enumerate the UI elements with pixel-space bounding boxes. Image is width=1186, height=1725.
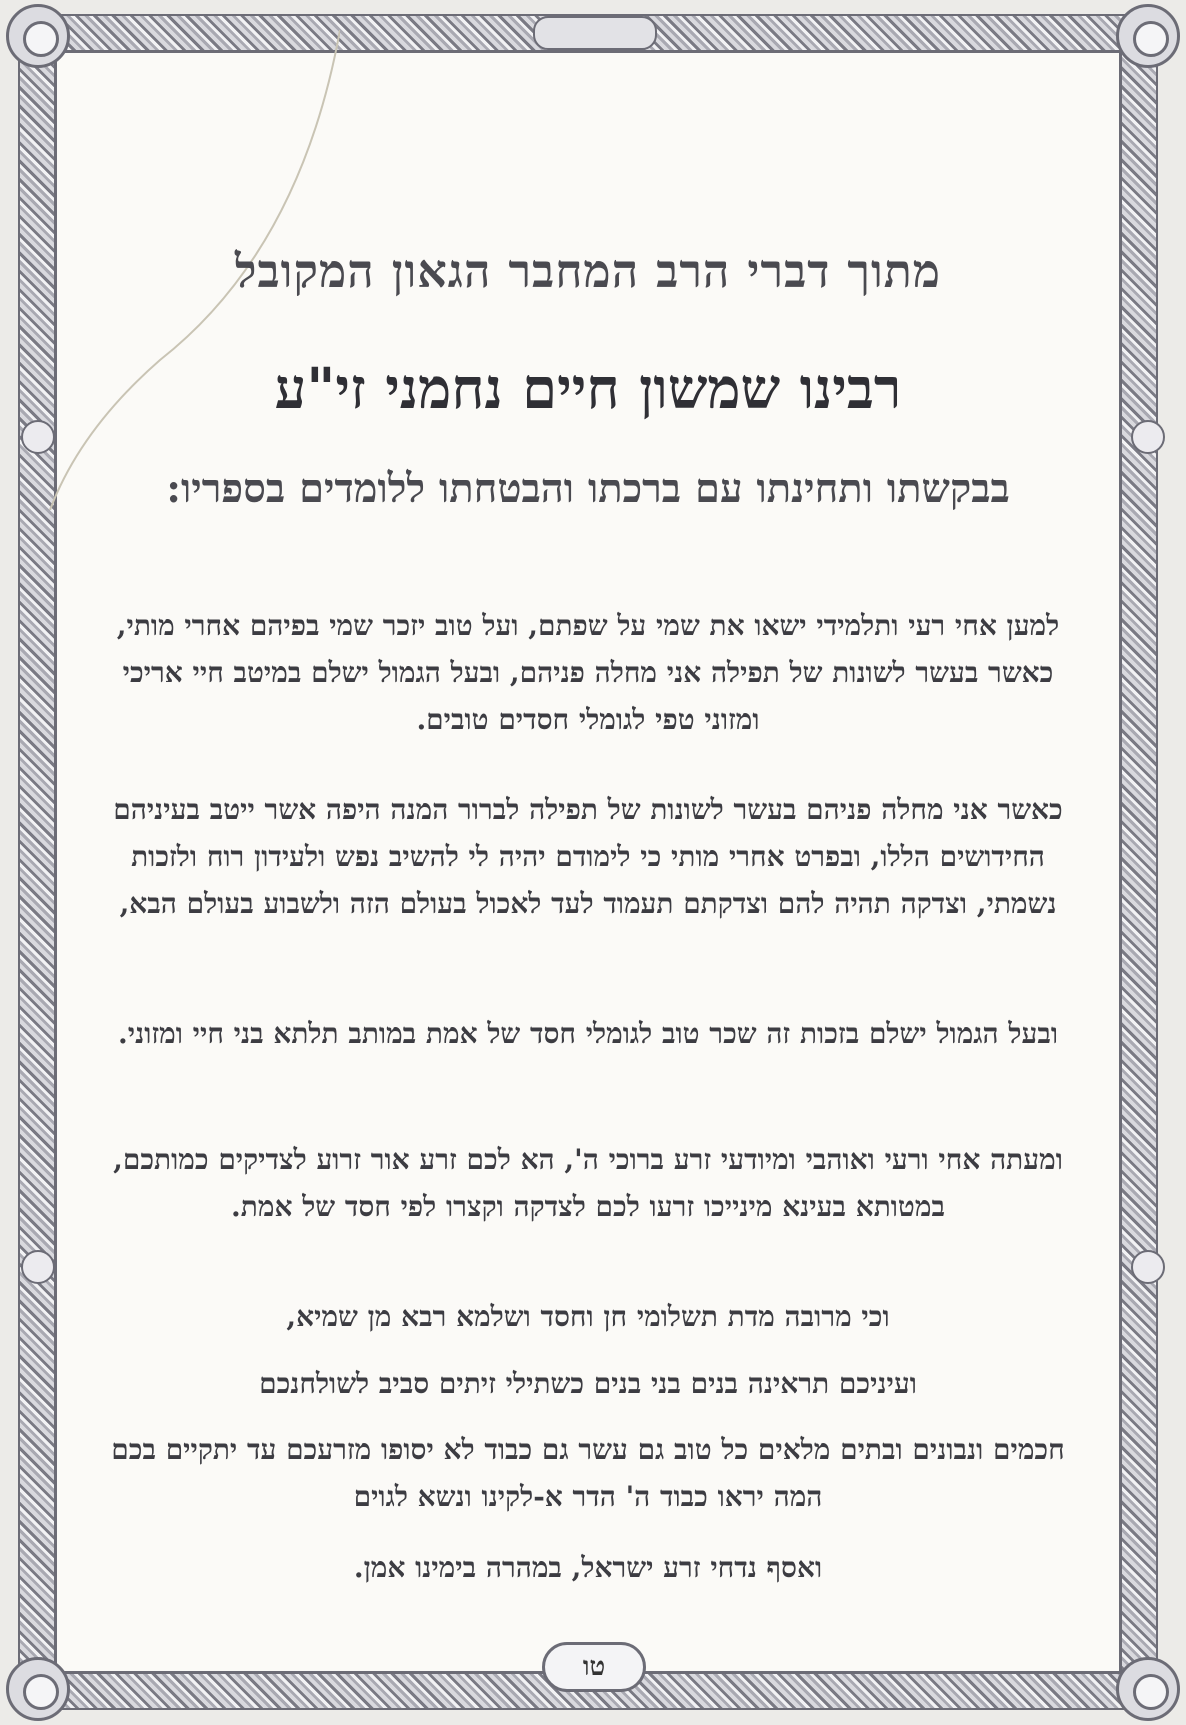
corner-ornament-bottom-right	[1116, 1657, 1180, 1721]
top-center-ornament	[533, 16, 657, 50]
left-side-ornament-upper	[21, 420, 55, 454]
page-number: טו	[542, 1642, 646, 1692]
paragraph-7: חכמים ונבונים ובתים מלאים כל טוב גם עשר גם כבוד לא יסופו מזרעכם עד יתקיים בכם המה יראו כבוד ה' הדר א-לקינו ונשא לגוים	[111, 1433, 1065, 1513]
paragraph-6: ועיניכם תראינה בנים בני בנים כשתילי זיתים סביב לשולחנכם	[259, 1367, 917, 1400]
right-side-ornament-lower	[1131, 1250, 1165, 1284]
corner-ornament-top-left	[6, 4, 70, 68]
heading-subtitle: בבקשתו ותחינתו עם ברכתו והבטחתו ללומדים בספריו:	[166, 465, 1010, 512]
paragraph-8: ואסף נדחי זרע ישראל, במהרה בימינו אמן.	[353, 1551, 823, 1584]
corner-ornament-top-right	[1116, 4, 1180, 68]
document-content	[74, 60, 1102, 1620]
left-side-ornament-lower	[21, 1250, 55, 1284]
right-side-ornament-upper	[1131, 420, 1165, 454]
paragraph-2: כאשר אני מחלה פניהם בעשר לשונות של תפילה לברור המנה היפה אשר ייטב בעיניהם החידושים הללו, ובפרט אחרי מותי כי לימודם יהיה לי להשיב נפש ולעידון רוח ולזכות נשמתי, וצדקה תהיה להם וצדקתם תעמוד לעד לאכול בעולם הזה ולשבוע בעולם הבא,	[113, 793, 1063, 920]
paragraph-1: למען אחי רעי ותלמידי ישאו את שמי על שפתם, ועל טוב יזכר שמי בפיהם אחרי מותי, כאשר בעשר לשונות של תפילה אני מחלה פניהם, ובעל הגמול ישלם במיטב חיי אריכי ומזוני טפי לגומלי חסדים טובים.	[116, 609, 1060, 736]
heading-line-1: מתוך דברי הרב המחבר הגאון המקובל	[234, 244, 942, 298]
heading-rabbi-name: רבינו שמשון חיים נחמני זי"ע	[274, 356, 902, 422]
paragraph-4: ומעתה אחי ורעי ואוהבי ומיודעי זרע ברוכי ה', הא לכם זרע אור זרוע לצדיקים כמותכם, במטותא בעינא מינייכו זרעו לכם לצדקה וקצרו לפי חסד של אמת.	[113, 1143, 1063, 1223]
paragraph-5: וכי מרובה מדת תשלומי חן וחסד ושלמא רבא מן שמיא,	[286, 1300, 890, 1333]
paragraph-3: ובעל הגמול ישלם בזכות זה שכר טוב לגומלי חסד של אמת במותב תלתא בני חיי ומזוני.	[118, 1017, 1058, 1050]
corner-ornament-bottom-left	[6, 1657, 70, 1721]
